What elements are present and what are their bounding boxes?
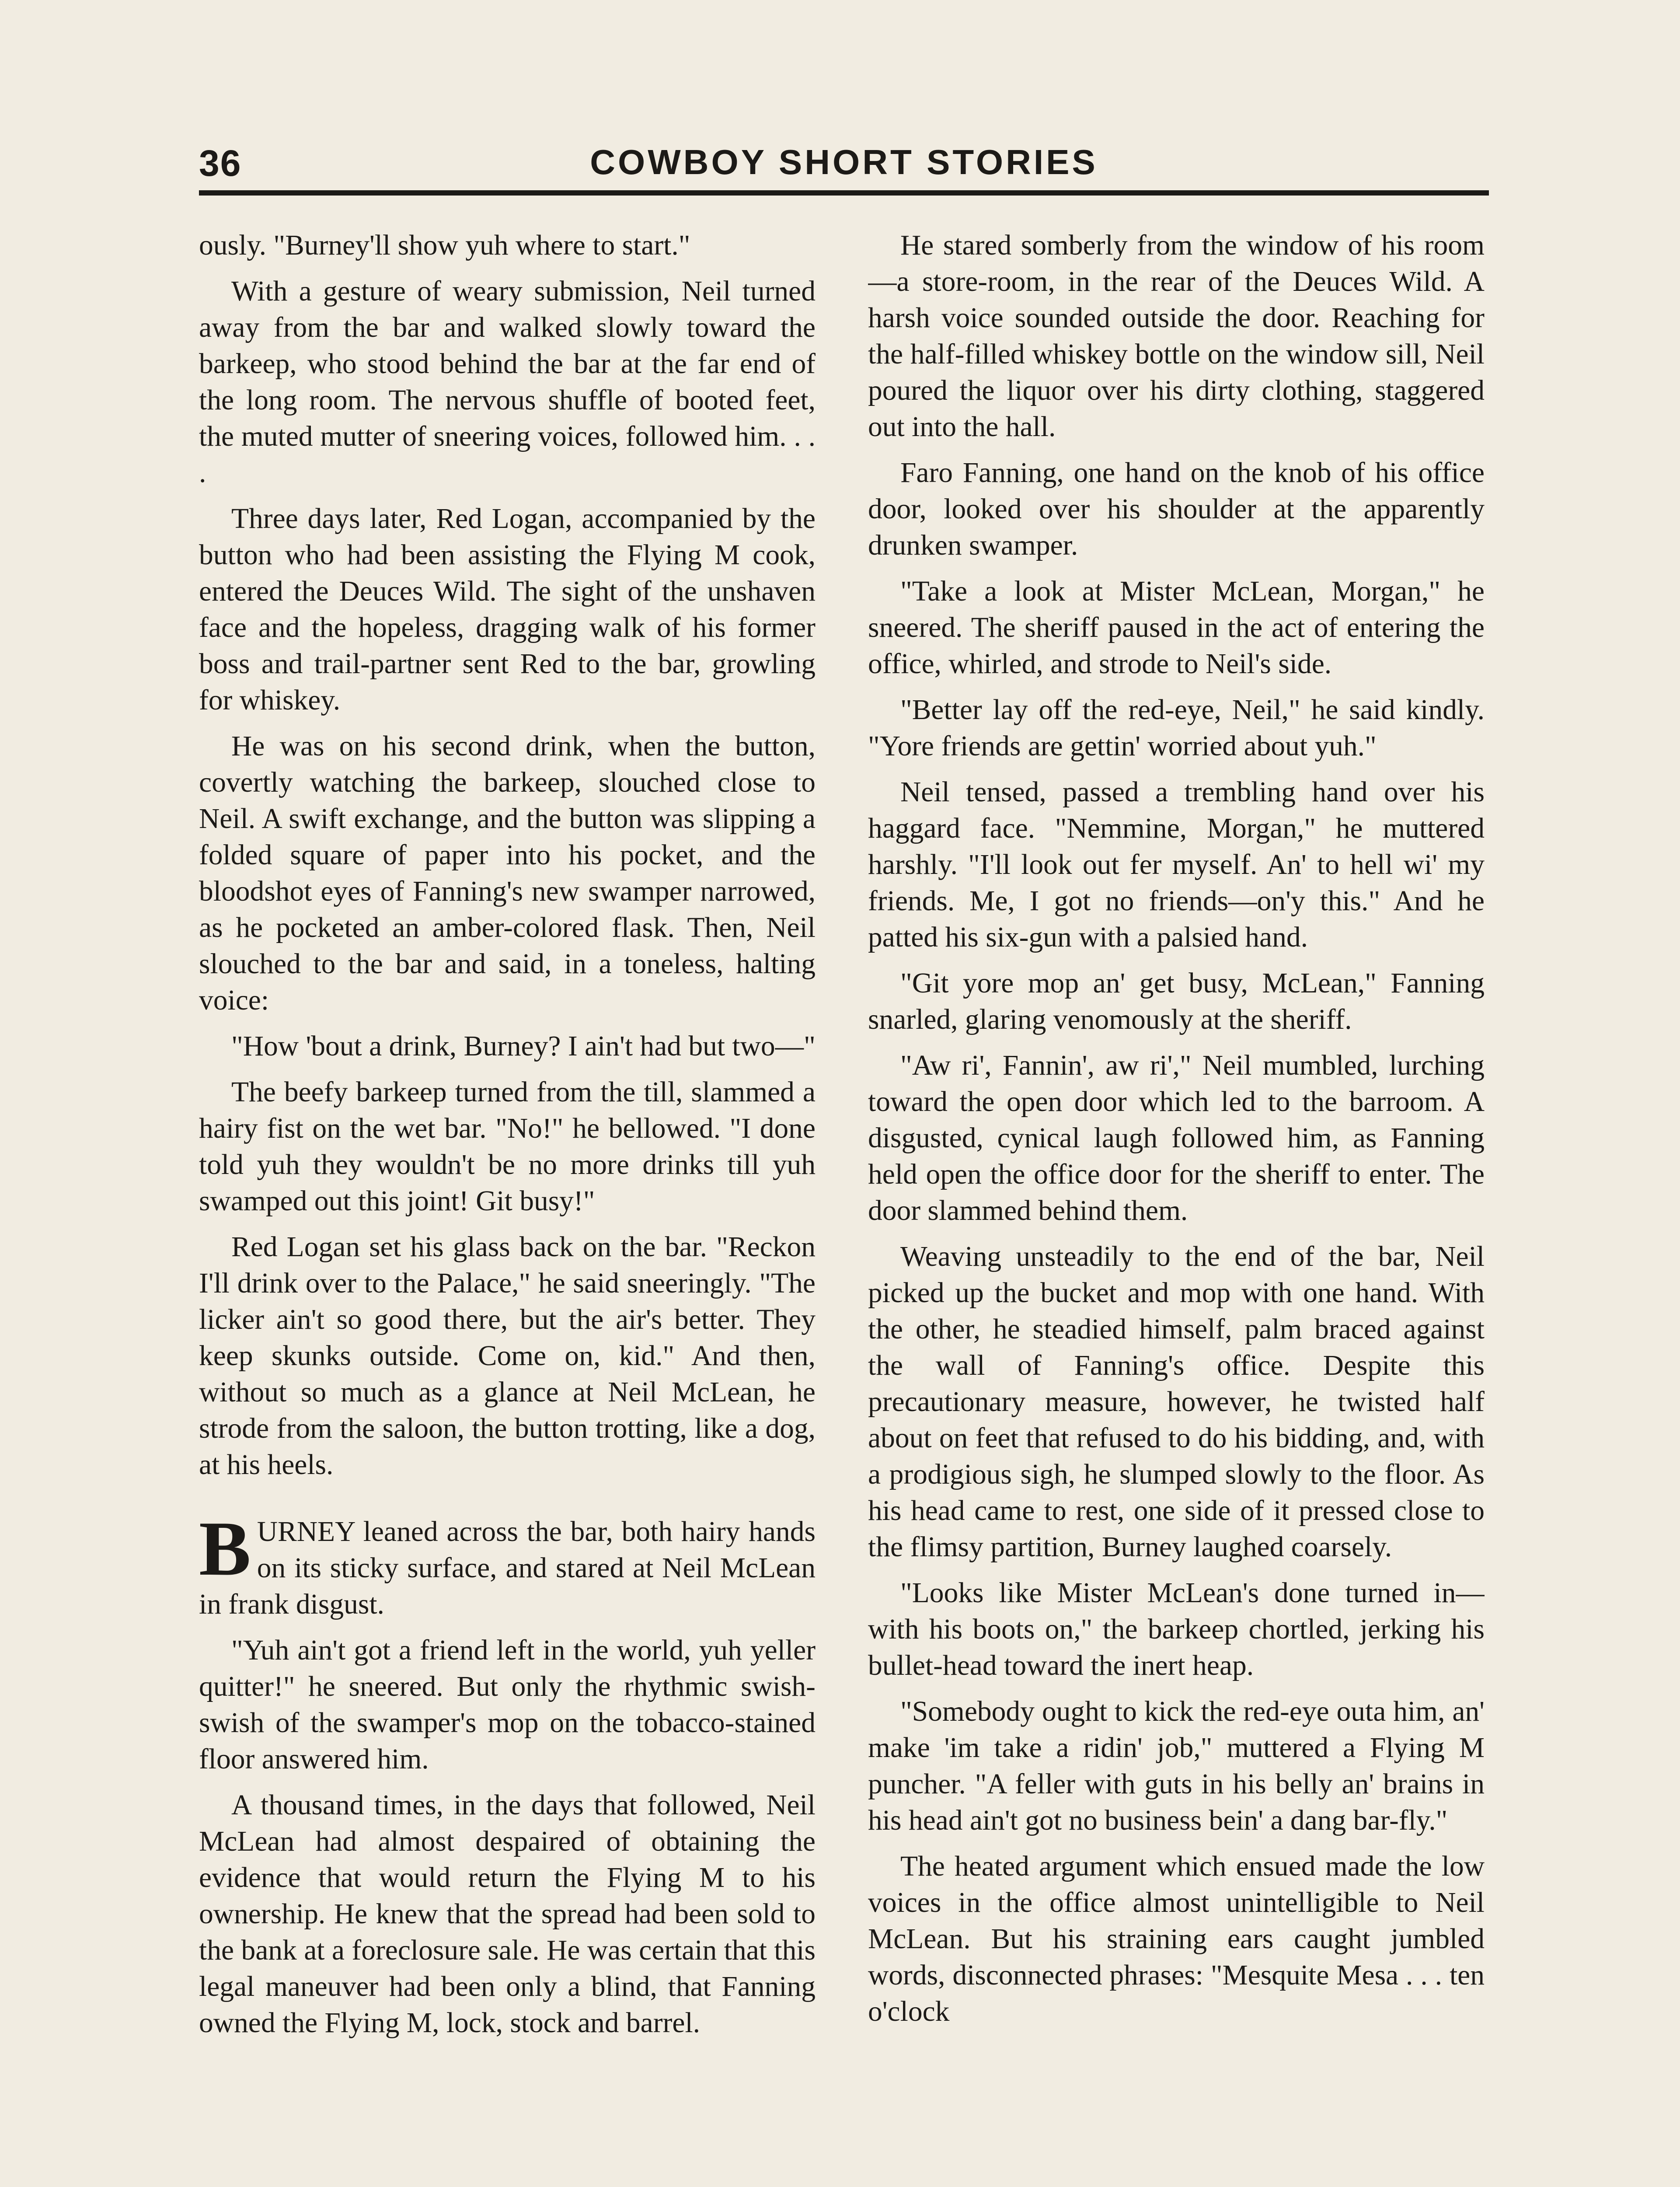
paragraph: "Better lay off the red-eye, Neil," he said kindly. "Yore friends are gettin' worried about yuh."	[868, 694, 1485, 762]
page-number: 36	[199, 143, 242, 184]
paragraph: "Somebody ought to kick the red-eye outa him, an' make 'im take a ridin' job," muttered a Flying M puncher. "A feller with guts in his belly an' brains in his head ain't got no business bein' a dang bar-fly."	[868, 1696, 1485, 1836]
paragraph: Three days later, Red Logan, accompanied by the button who had been assisting the Flying M cook, entered the Deuces Wild. The sight of the unshaven face and the hopeless, dragging walk of his former boss and trail-partner sent Red to the bar, growling for whiskey.	[199, 503, 816, 716]
paragraph: A thousand times, in the days that followed, Neil McLean had almost despaired of obtaining the evidence that would return the Flying M to his ownership. He knew that the spread had been sold to the bank at a foreclosure sale. He was certain that this legal maneuver had been only a blind, that Fanning owned the Flying M, lock, stock and barrel.	[199, 1789, 816, 2039]
magazine-title: COWBOY SHORT STORIES	[590, 143, 1098, 182]
paragraph: Weaving unsteadily to the end of the bar, Neil picked up the bucket and mop with one hand. With the other, he steadied himself, palm braced against the wall of Fanning's office. Despite this precautionary measure, however, he twisted half about on feet that refused to do his bidding, and, with a prodigious sigh, he slumped slowly to the floor. As his head came to rest, one side of it pressed close to the flimsy partition, Burney laughed coarsely.	[868, 1241, 1485, 1563]
paragraph: "Looks like Mister McLean's done turned in—with his boots on," the barkeep chortled, jerking his bullet-head toward the inert heap.	[868, 1577, 1485, 1681]
paragraph: "Yuh ain't got a friend left in the world, yuh yeller quitter!" he sneered. But only the rhythmic swish-swish of the swamper's mop on the tobacco-stained floor answered him.	[199, 1635, 816, 1775]
paragraph: He was on his second drink, when the button, covertly watching the barkeep, slouched close to Neil. A swift exchange, and the button was slipping a folded square of paper into his pocket, and the bloodshot eyes of Fanning's new swamper narrowed, as he pocketed an amber-colored flask. Then, Neil slouched to the bar and said, in a toneless, halting voice:	[199, 730, 816, 1016]
paragraph: "Git yore mop an' get busy, McLean," Fanning snarled, glaring venomously at the sheriff.	[868, 968, 1485, 1035]
paragraph: He stared somberly from the window of his room—a store-room, in the rear of the Deuces Wild. A harsh voice sounded outside the door. Reaching for the half-filled whiskey bottle on the window sill, Neil poured the liquor over his dirty clothing, staggered out into the hall.	[868, 230, 1485, 443]
paragraph: Red Logan set his glass back on the bar. "Reckon I'll drink over to the Palace," he said sneeringly. "The licker ain't so good there, but the air's better. They keep skunks outside. Come on, kid." And then, without so much as a glance at Neil McLean, he strode from the saloon, the button trotting, like a dog, at his heels.	[199, 1231, 816, 1481]
drop-cap-text: URNEY leaned across the bar, both hairy hands on its sticky surface, and stared at Neil McLean in frank disgust.	[199, 1516, 816, 1620]
right-column	[868, 227, 1485, 2187]
paragraph: The heated argument which ensued made the low voices in the office almost unintelligible to Neil McLean. But his straining ears caught jumbled words, disconnected phrases: "Mesquite Mesa . . . ten o'clock	[868, 1851, 1485, 2027]
drop-cap-paragraph	[199, 1505, 816, 1623]
paragraph: ously. "Burney'll show yuh where to start."	[199, 230, 690, 261]
paragraph: "How 'bout a drink, Burney? I ain't had but two—"	[231, 1031, 816, 1062]
running-header	[199, 129, 1489, 196]
paragraph: The beefy barkeep turned from the till, slammed a hairy fist on the wet bar. "No!" he bellowed. "I done told yuh they wouldn't be no more drinks till yuh swamped out this joint! Git busy!"	[199, 1076, 816, 1217]
paragraph: "Take a look at Mister McLean, Morgan," he sneered. The sheriff paused in the act of entering the office, whirled, and strode to Neil's side.	[868, 576, 1485, 680]
drop-cap-letter: B	[199, 1505, 251, 1592]
paragraph: With a gesture of weary submission, Neil turned away from the bar and walked slowly toward the barkeep, who stood behind the bar at the far end of the long room. The nervous shuffle of booted feet, the muted mutter of sneering voices, followed him. . . .	[199, 276, 816, 489]
left-column	[199, 227, 816, 2187]
paragraph: Neil tensed, passed a trembling hand over his haggard face. "Nemmine, Morgan," he muttered harshly. "I'll look out fer myself. An' to hell wi' my friends. Me, I got no friends—on'y this." And he patted his six-gun with a palsied hand.	[868, 776, 1485, 953]
paragraph: Faro Fanning, one hand on the knob of his office door, looked over his shoulder at the apparently drunken swamper.	[868, 457, 1485, 561]
paragraph: "Aw ri', Fannin', aw ri'," Neil mumbled, lurching toward the open door which led to the barroom. A disgusted, cynical laugh followed him, as Fanning held open the office door for the sheriff to enter. The door slammed behind them.	[868, 1050, 1485, 1226]
